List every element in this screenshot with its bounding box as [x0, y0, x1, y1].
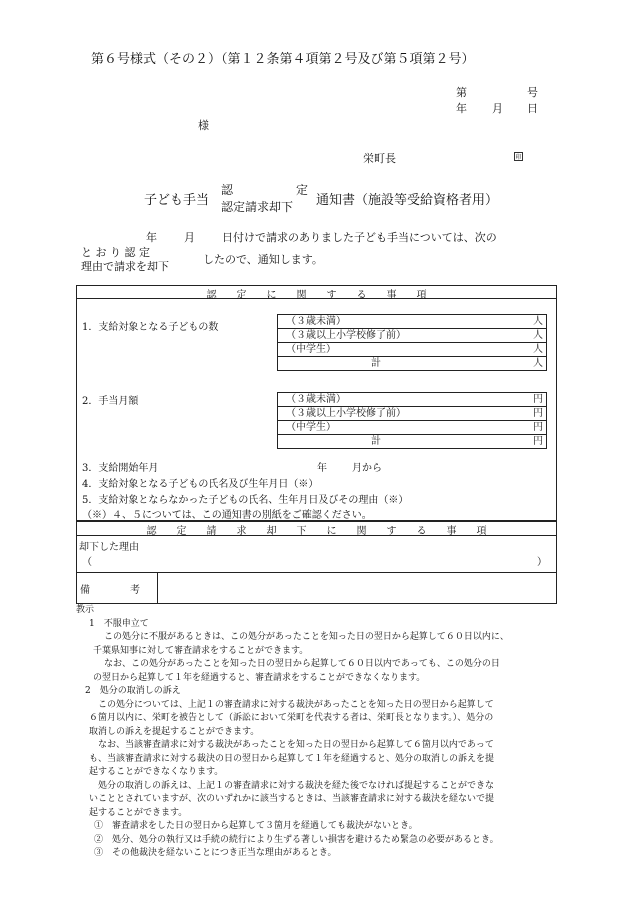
- reason-label: 却下した理由: [79, 542, 139, 553]
- item2-total-row: 計 円: [277, 434, 547, 449]
- item3-label: 3．支給開始年月: [82, 463, 159, 474]
- item1-row: （３歳未満） 人: [277, 314, 547, 329]
- intro-option2: 理由で請求を却下: [81, 260, 169, 273]
- s2-p3a: 処分の取消しの訴えは、上記１の審査請求に対する裁決を経た後でなければ提起することができな: [98, 780, 495, 791]
- title-option2: 認定請求却下: [221, 200, 294, 214]
- s1-p2a: なお、この処分があったことを知った日の翌日から起算して６０日以内であっても、この処分の日: [104, 659, 500, 669]
- instructions-heading: 教示: [76, 605, 95, 615]
- month-label: 月: [492, 102, 503, 115]
- item1-row: （３歳以上小学校修了前） 人: [277, 328, 547, 343]
- intro-day-text: 日付けで請求のありました子ども手当については、次の: [222, 231, 497, 244]
- section2-header: 認 定 請 求 却 下 に 関 す る 事 項: [146, 526, 487, 537]
- condition-3: ③ その他裁決を経ないことにつき正当な理由があるとき。: [94, 848, 337, 858]
- reason-paren-close: ）: [537, 557, 547, 568]
- number-suffix: 号: [527, 86, 538, 99]
- item2-label: 2．手当月額: [82, 396, 139, 407]
- section1-note: （※）４、５については、この通知書の別紙をご確認ください。: [82, 510, 372, 521]
- remarks-frame: [76, 572, 557, 604]
- reason-paren-open: （: [82, 557, 92, 568]
- item4-label: 4．支給対象となる子どもの氏名及び生年月日（※）: [82, 479, 319, 490]
- title-suffix: 通知書（施設等受給資格者用）: [316, 193, 499, 208]
- seal-mark: 印: [515, 154, 522, 161]
- s2-p3c: 起することができます。: [89, 807, 188, 818]
- form-title: 第６号様式（その２）（第１２条第４項第２号及び第５項第２号）: [91, 52, 475, 67]
- year-label: 年: [456, 102, 467, 115]
- item2-row: （３歳未満） 円: [277, 392, 547, 407]
- title-prefix: 子ども手当: [144, 193, 210, 208]
- item1-total-row: 計 人: [277, 356, 547, 371]
- item2-row: （３歳以上小学校修了前） 円: [277, 406, 547, 421]
- item5-label: 5．支給対象とならなかった子どもの氏名、生年月日及びその理由（※）: [82, 495, 409, 506]
- intro-month: 月: [184, 231, 195, 244]
- s1-title: 1 不服申立て: [89, 618, 149, 629]
- addressee-suffix: 様: [198, 119, 209, 132]
- title-option1-b: 定: [296, 183, 309, 197]
- s2-title: 2 処分の取消しの訴え: [85, 686, 181, 696]
- s2-p1b: ６箇月以内に、栄町を被告として（訴訟において栄町を代表する者は、栄町長となります。）、処分の: [89, 713, 494, 723]
- item1-label: 1．支給対象となる子どもの数: [82, 322, 219, 333]
- remarks-label: 備 考: [80, 585, 140, 596]
- s2-p1a: この処分については、上記１の審査請求に対する裁決があったことを知った日の翌日から起算して: [98, 699, 494, 710]
- intro-ending: したので、通知します。: [203, 253, 323, 266]
- s1-p2b: の翌日から起算して１年を経過すると、審査請求をすることができなくなります。: [93, 672, 426, 683]
- title-option1-a: 認: [221, 183, 234, 197]
- condition-1: ① 審査請求をした日の翌日から起算して３箇月を経過しても裁決がないとき。: [94, 821, 418, 831]
- number-label: 第: [456, 86, 467, 99]
- intro-option1: と お り 認 定: [81, 246, 150, 259]
- section1-header: 認 定 に 関 す る 事 項: [206, 290, 427, 301]
- item1-row: （中学生） 人: [277, 342, 547, 357]
- day-label: 日: [527, 102, 538, 115]
- s2-p3b: いこととされていますが、次のいずれかに該当するときは、当該審査請求に対する裁決を経ないで提: [89, 794, 495, 804]
- s1-p1b: 千葉県知事に対して審査請求をすることができます。: [93, 645, 309, 656]
- s2-p2b: も、当該審査請求に対する裁決の日の翌日から起算して１年を経過すると、処分の取消しの訴えを提: [89, 753, 495, 764]
- s2-p2a: なお、当該審査請求に対する裁決があったことを知った日の翌日から起算して６箇月以内であって: [98, 740, 494, 750]
- s2-p1c: 取消しの訴えを提起することができます。: [89, 726, 260, 737]
- s2-p2c: 起することができなくなります。: [89, 767, 224, 777]
- intro-year: 年: [146, 231, 157, 244]
- item3-year: 年: [317, 463, 327, 474]
- item2-row: （中学生） 円: [277, 420, 547, 435]
- instructions: [76, 604, 566, 861]
- s1-p1a: この処分に不服があるときは、この処分があったことを知った日の翌日から起算して６０日以内に、: [104, 632, 509, 642]
- issuer: 栄町長: [363, 152, 396, 165]
- item3-month: 月から: [352, 463, 382, 474]
- condition-2: ② 処分、処分の執行又は手続の続行により生ずる著しい損害を避けるため緊急の必要があるとき。: [94, 834, 499, 845]
